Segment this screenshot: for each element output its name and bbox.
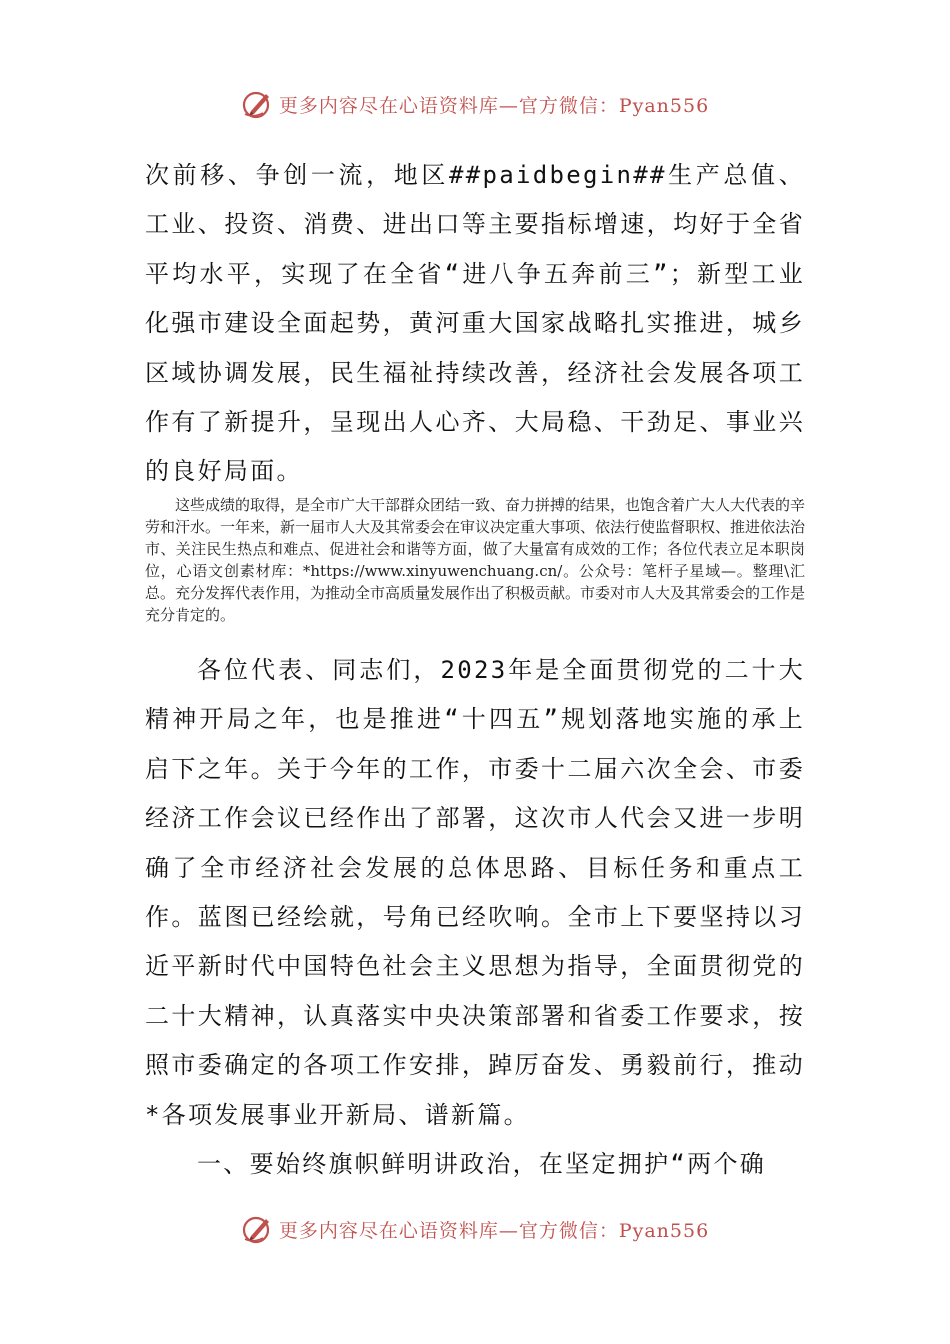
header-watermark-text: 更多内容尽在心语资料库—官方微信：Pyan556	[278, 94, 710, 117]
header-watermark	[0, 84, 950, 124]
text-block-bottom	[145, 646, 805, 1189]
footer-watermark	[0, 1209, 950, 1249]
paragraph-continued: 次前移、争创一流，地区##paidbegin##生产总值、工业、投资、消费、进出口等主要指标增速，均好于全省平均水平，实现了在全省“进八争五奔前三”；新型工业化强市建设全面起势，黄河重大国家战略扎实推进，城乡区域协调发展，民生福祉持续改善，经济社会发展各项工作有了新提升，呈现出人心齐、大局稳、干劲足、事业兴的良好局面。	[145, 161, 805, 486]
section-heading-1: 一、要始终旗帜鲜明讲政治，在坚定拥护“两个确	[197, 1150, 767, 1179]
footer-watermark-text: 更多内容尽在心语资料库—官方微信：Pyan556	[278, 1219, 710, 1242]
pen-logo-icon	[241, 1212, 275, 1246]
paragraph-main: 各位代表、同志们，2023年是全面贯彻党的二十大精神开局之年，也是推进“十四五”规划落地实施的承上启下之年。关于今年的工作，市委十二届六次全会、市委经济工作会议已经作出了部署，这次市人代会又进一步明确了全市经济社会发展的总体思路、目标任务和重点工作。蓝图已经绘就，号角已经吹响。全市上下要坚持以习近平新时代中国特色社会主义思想为指导，全面贯彻党的二十大精神，认真落实中央决策部署和省委工作要求，按照市委确定的各项工作安排，踔厉奋发、勇毅前行，推动*各项发展事业开新局、谱新篇。	[145, 656, 805, 1129]
pen-logo-icon	[241, 87, 275, 121]
paragraph-small-print: 这些成绩的取得，是全市广大干部群众团结一致、奋力拼搏的结果，也饱含着广大人大代表的辛劳和汗水。一年来，新一届市人大及其常委会在审议决定重大事项、依法行使监督职权、推进依法治市、关注民生热点和难点、促进社会和谐等方面，做了大量富有成效的工作；各位代表立足本职岗位，心语文创素材库：*https://www.xinyuwenchuang.cn/。公众号：笔杆子星域—。整理\汇总。充分发挥代表作用，为推动全市高质量发展作出了积极贡献。市委对市人大及其常委会的工作是充分肯定的。	[145, 496, 806, 625]
text-block-top	[145, 151, 805, 497]
